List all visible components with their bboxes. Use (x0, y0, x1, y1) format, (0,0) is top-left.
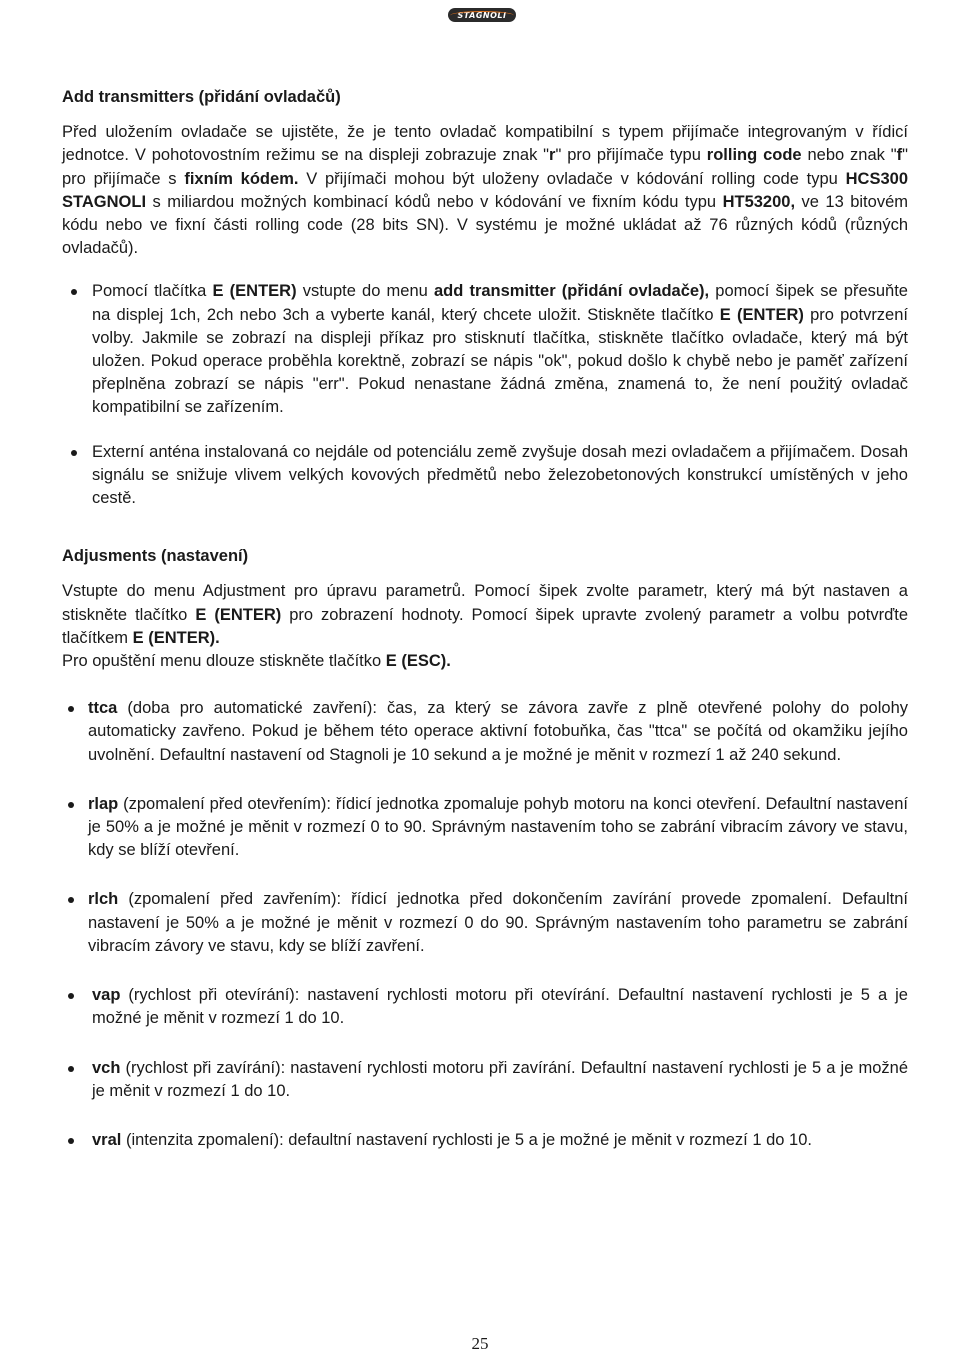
bullet-icon (71, 450, 77, 456)
bullet-item-antenna: Externí anténa instalovaná co nejdále od potenciálu země zvyšuje dosah mezi ovladačem a přijímačem. Dosah signálu se snižuje vlivem velkých kovových předmětů nebo železobetonových konstrukcí umístěných v jeho cestě. (62, 441, 908, 511)
bullet-icon (68, 802, 74, 808)
add-transmitter-bullet-list (62, 280, 908, 510)
param-item-ttca: ttca (doba pro automatické zavření): čas, za který se závora zavře z plně otevřené polohy do polohy automaticky zavřeno. Pokud je během této operace aktivní fotobuňka, čas "ttca" se počítá od okamžiku jejího uvolnění. Defaultní nastavení od Stagnoli je 10 sekund a je možné je měnit v rozmezí 1 až 240 sekund. (62, 697, 908, 767)
parameter-list (62, 697, 908, 1152)
page-content (62, 86, 908, 1152)
section-heading-add-transmitters: Add transmitters (přidání ovladačů) (62, 88, 341, 106)
bullet-icon (71, 289, 77, 295)
bullet-icon (68, 706, 74, 712)
bullet-item-procedure: Pomocí tlačítka E (ENTER) vstupte do menu add transmitter (přidání ovladače), pomocí šipek se přesuňte na displej 1ch, 2ch nebo 3ch a vyberte kanál, který chcete uložit. Stiskněte tlačítko E (ENTER) pro potvrzení volby. Jakmile se zobrazí na displeji příkaz pro stisknutí tlačítka, stiskněte tlačítko ovladače, který má být uložen. Pokud operace proběhla korektně, zobrazí se nápis "ok", pokud došlo k chybě nebo je paměť zařízení přeplněna zobrazí se nápis "err". Pokud nenastane žádná změna, znamená to, že není použitý ovladač kompatibilní se zařízením. (62, 280, 908, 419)
exit-menu-line: Pro opuštění menu dlouze stiskněte tlačítko E (ESC). (62, 652, 451, 671)
bullet-icon (68, 1138, 74, 1144)
bullet-icon (68, 1066, 74, 1072)
bullet-icon (68, 993, 74, 999)
intro-paragraph: Před uložením ovladače se ujistěte, že je tento ovladač kompatibilní s typem přijímače integrovaným v řídicí jednotce. V pohotovostním režimu se na displeji zobrazuje znak "r" pro přijímače typu rolling code nebo znak "f" pro přijímače s fixním kódem. V přijímači mohou být uloženy ovladače v kódování rolling code typu HCS300 STAGNOLI s miliardou možných kombinací kódů nebo v kódování ve fixním kódu typu HT53200, ve 13 bitovém kódu nebo ve fixní části rolling code (28 bits SN). V systému je možné ukládat až 76 různých kódů (různých ovladačů). (62, 123, 908, 258)
logo-text: STAGNOLI (457, 10, 507, 20)
param-item-vral: vral (intenzita zpomalení): defaultní nastavení rychlosti je 5 a je možné je měnit v rozmezí 1 do 10. (62, 1129, 908, 1152)
section-heading-adjustments: Adjusments (nastavení) (62, 547, 249, 566)
bullet-icon (68, 897, 74, 903)
param-item-vap: vap (rychlost při otevírání): nastavení rychlosti motoru při otevírání. Defaultní nastavení rychlosti je 5 a je možné je měnit v rozmezí 1 do 10. (62, 984, 908, 1030)
logo-swoosh (450, 11, 514, 20)
param-item-vch: vch (rychlost při zavírání): nastavení rychlosti motoru při zavírání. Defaultní nastavení rychlosti je 5 a je možné je měnit v rozmezí 1 do 10. (62, 1057, 908, 1103)
page-number: 25 (471, 1334, 489, 1353)
param-item-rlap: rlap (zpomalení před otevřením): řídicí jednotka zpomaluje pohyb motoru na konci otevření. Defaultní nastavení je 50% a je možné je měnit v rozmezí 0 to 90. Správným nastavením toho se zabrání vibracím závory ve stavu, kdy se blíží otevření. (62, 793, 908, 863)
param-item-rlch: rlch (zpomalení před zavřením): řídicí jednotka před dokončením zavírání provede zpomalení. Defaultní nastavení je 50% a je možné je měnit v rozmezí 0 do 90. Správným nastavením toho parametru se zabrání vibracím závory ve stavu, kdy se blíží zavření. (62, 888, 908, 958)
adjustments-paragraph: Vstupte do menu Adjustment pro úpravu parametrů. Pomocí šipek zvolte parametr, který má být nastaven a stiskněte tlačítko E (ENTER) pro zobrazení hodnoty. Pomocí šipek upravte zvolený parametr a volbu potvrďte tlačítkem E (ENTER). (62, 582, 908, 647)
stagnoli-logo (448, 8, 516, 22)
